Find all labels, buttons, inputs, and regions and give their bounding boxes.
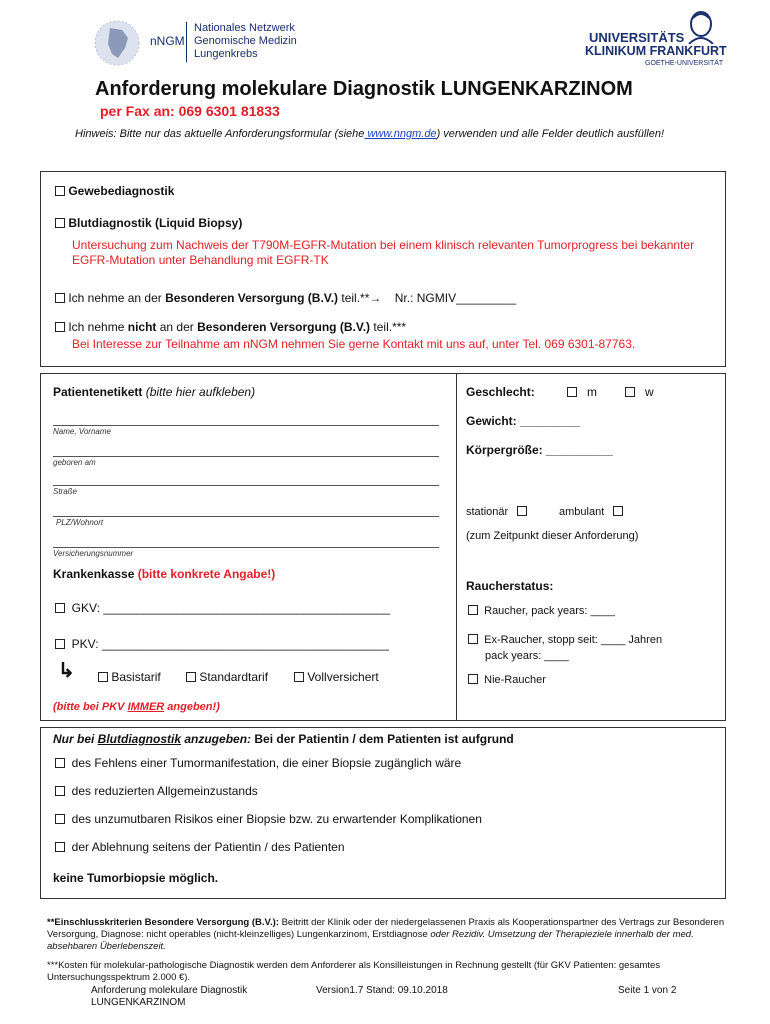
option-basistarif[interactable]	[98, 670, 161, 684]
blood-option-1[interactable]	[55, 756, 461, 770]
raucherstatus-label: Raucherstatus:	[466, 579, 554, 593]
option-blut[interactable]	[55, 216, 242, 230]
footnote-kosten: ***Kosten für molekular-pathologische Diagnostik werden dem Anforderer als Konsilleistungen in Rechnung gestellt (für GKV Patienten: gesamtes Untersuchungsspektrum 2.000 €).	[47, 960, 661, 983]
logo-ngm-line1: Nationales Netzwerk	[194, 22, 295, 34]
vollversichert-label: Vollversichert	[307, 670, 379, 684]
name-line[interactable]	[53, 425, 439, 426]
blood-option-2-label: des reduzierten Allgemeinzustands	[71, 784, 258, 798]
logo-ngm-short: nNGM	[150, 34, 185, 48]
bv-no-mid: an der	[159, 320, 194, 334]
standardtarif-label: Standardtarif	[199, 670, 269, 684]
city-caption: PLZ/Wohnort	[56, 518, 104, 527]
option-stationaer[interactable]	[466, 506, 527, 518]
bv-yes-checkbox[interactable]	[55, 293, 65, 303]
insurance-number-caption: Versicherungsnummer	[53, 549, 134, 558]
option-pkv[interactable]	[55, 637, 389, 651]
blood-heading-mid: anzugeben:	[181, 732, 252, 746]
blood-heading-post: Bei der Patientin / dem Patienten ist aufgrund	[251, 732, 514, 746]
geschlecht-label: Geschlecht:	[466, 385, 535, 399]
logo-uni-line1: UNIVERSITÄTS	[589, 30, 685, 45]
street-caption: Straße	[53, 487, 78, 496]
vollversichert-checkbox[interactable]	[294, 672, 304, 682]
pkv-note-bold: IMMER	[127, 701, 165, 713]
option-raucher[interactable]	[468, 605, 615, 617]
blood-heading-pre: Nur bei	[53, 732, 98, 746]
m-label: m	[587, 385, 598, 399]
option-nie-raucher[interactable]	[468, 674, 546, 686]
blood-option-1-label: des Fehlens einer Tumormanifestation, die einer Biopsie zugänglich wäre	[71, 756, 462, 770]
blood-heading	[53, 732, 514, 746]
nie-raucher-checkbox[interactable]	[468, 674, 478, 684]
w-label: w	[645, 385, 654, 399]
option-gewebe[interactable]	[55, 184, 174, 198]
basistarif-label: Basistarif	[111, 670, 161, 684]
pkv-note	[53, 701, 220, 713]
arrow-down-right-icon: ↳	[58, 660, 75, 682]
nngm-logo	[88, 18, 328, 68]
blut-note: Untersuchung zum Nachweis der T790M-EGFR-Mutation bei einem klinisch relevanten Tumorprogress bei bekannter EGFR-Mutation unter Behandlung mit EGFR-TK	[72, 238, 695, 267]
patient-label-bold: Patientenetikett	[53, 385, 143, 399]
pkv-note-pre: (bitte bei PKV	[53, 701, 128, 713]
bv-contact-note: Bei Interesse zur Teilnahme am nNGM nehmen Sie gerne Kontakt mit uns auf, unter Tel. 069 6301-87763.	[72, 337, 636, 351]
gewebe-checkbox[interactable]	[55, 186, 65, 196]
nie-raucher-label: Nie-Raucher	[484, 674, 546, 686]
name-caption: Name, Vorname	[53, 427, 111, 436]
bv-yes-post: teil.**	[341, 291, 370, 305]
gewebe-label: Gewebediagnostik	[68, 184, 175, 198]
hint-pre: Hinweis: Bitte nur das aktuelle Anforderungsformular (siehe	[75, 128, 365, 140]
groesse-field[interactable]: Körpergröße: __________	[466, 443, 613, 457]
option-bv-yes[interactable]	[55, 291, 516, 305]
m-checkbox[interactable]	[567, 387, 577, 397]
pkv-checkbox[interactable]	[55, 639, 65, 649]
blood-option-3[interactable]	[55, 812, 482, 826]
hint-text	[75, 127, 715, 141]
blood-option-1-checkbox[interactable]	[55, 758, 65, 768]
raucher-checkbox[interactable]	[468, 605, 478, 615]
logo-divider	[186, 22, 187, 62]
option-standardtarif[interactable]	[186, 670, 268, 684]
logo-ngm-line3: Lungenkrebs	[194, 48, 258, 60]
logo-uni-line3: GOETHE-UNIVERSITÄT	[645, 60, 724, 67]
footer-version: Version1.7 Stand: 09.10.2018	[316, 985, 448, 996]
birth-line[interactable]	[53, 456, 439, 457]
kasse-bold: Krankenkasse	[53, 567, 135, 581]
w-checkbox[interactable]	[625, 387, 635, 397]
ambulant-checkbox[interactable]	[613, 506, 623, 516]
footnote-bv-bold: **Einschlusskriterien Besondere Versorgung (B.V.):	[47, 917, 279, 928]
ex-raucher-label[interactable]: Ex-Raucher, stopp seit: ____ Jahren	[484, 634, 663, 646]
patient-label	[53, 385, 255, 399]
option-ex-raucher[interactable]	[468, 634, 662, 646]
blood-option-3-checkbox[interactable]	[55, 814, 65, 824]
blut-label: Blutdiagnostik (Liquid Biopsy)	[68, 216, 243, 230]
bv-no-post: teil.***	[373, 320, 407, 334]
stationaer-label: stationär	[466, 506, 509, 518]
kasse-heading	[53, 567, 275, 581]
blood-option-3-label: des unzumutbaren Risikos einer Biopsie bzw. zu erwartender Komplikationen	[71, 812, 482, 826]
arrow-right-icon: →	[369, 291, 382, 305]
raucher-label[interactable]: Raucher, pack years: ____	[484, 605, 615, 617]
street-line[interactable]	[53, 485, 439, 486]
patient-divider	[456, 373, 457, 721]
footnote-bv	[47, 917, 727, 953]
blut-checkbox[interactable]	[55, 218, 65, 228]
nngm-link[interactable]: www.nngm.de	[364, 128, 437, 140]
gkv-checkbox[interactable]	[55, 603, 65, 613]
pkv-field[interactable]: PKV: ___________________________________________	[71, 637, 389, 651]
blood-option-2[interactable]	[55, 784, 258, 798]
option-bv-no[interactable]	[55, 320, 406, 334]
ambulant-label: ambulant	[559, 506, 605, 518]
bv-no-bold2: Besonderen Versorgung (B.V.)	[197, 320, 371, 334]
bv-yes-bold: Besonderen Versorgung (B.V.)	[165, 291, 339, 305]
option-ambulant[interactable]	[559, 506, 623, 518]
blood-option-4-label: der Ablehnung seitens der Patientin / des Patienten	[71, 840, 345, 854]
blood-option-2-checkbox[interactable]	[55, 786, 65, 796]
bv-no-bold1: nicht	[127, 320, 157, 334]
basistarif-checkbox[interactable]	[98, 672, 108, 682]
standardtarif-checkbox[interactable]	[186, 672, 196, 682]
gkv-field[interactable]: GKV: ___________________________________________	[71, 601, 391, 615]
hint-post: ) verwenden und alle Felder deutlich ausfüllen!	[436, 128, 665, 140]
blood-option-4[interactable]	[55, 840, 345, 854]
bv-nr-field[interactable]: Nr.: NGMIV_________	[394, 291, 517, 305]
ex-raucher-checkbox[interactable]	[468, 634, 478, 644]
pkv-note-post: angeben!)	[164, 701, 220, 713]
footnote-bv-text: Beitritt der Klinik oder der niedergelassenen Praxis als Kooperationspartner des Vertrags zur Besonderen Versorgung, Diagnose: nicht operables (nicht-kleinzelliges) Lungenkarzinom, Erstdiagnose	[47, 917, 725, 940]
birth-caption: geboren am	[53, 458, 96, 467]
logo-uni-line2: KLINIKUM FRANKFURT	[585, 44, 727, 58]
patient-label-italic: (bitte hier aufkleben)	[145, 385, 256, 399]
footer-left-line2: LUNGENKARZINOM	[91, 997, 186, 1008]
uniklinik-logo	[585, 8, 725, 68]
option-vollversichert[interactable]	[294, 670, 379, 684]
ex-raucher-packyears[interactable]: pack years: ____	[485, 650, 569, 662]
gewicht-field[interactable]: Gewicht: _________	[466, 414, 581, 428]
bv-no-checkbox[interactable]	[55, 322, 65, 332]
bv-no-pre: Ich nehme	[68, 320, 125, 334]
bv-yes-pre: Ich nehme an der	[68, 291, 162, 305]
footer-page: Seite 1 von 2	[618, 985, 677, 996]
option-w[interactable]	[625, 385, 654, 399]
page-title: Anforderung molekulare Diagnostik LUNGENKARZINOM	[95, 78, 633, 100]
blood-heading-u: Blutdiagnostik	[97, 732, 182, 746]
footer-left-line1: Anforderung molekulare Diagnostik	[91, 985, 248, 996]
footnote-bv-italic: oder Rezidiv. Umsetzung der Therapieziele innerhalb der med. absehbaren Überlebenszeit.	[47, 929, 694, 952]
insurance-number-line[interactable]	[53, 547, 439, 548]
blood-option-4-checkbox[interactable]	[55, 842, 65, 852]
blood-conclusion: keine Tumorbiopsie möglich.	[53, 871, 219, 885]
kasse-red: (bitte konkrete Angabe!)	[137, 567, 276, 581]
logo-ngm-line2: Genomische Medizin	[194, 35, 297, 47]
option-gkv[interactable]	[55, 601, 390, 615]
stationaer-checkbox[interactable]	[517, 506, 527, 516]
goethe-portrait-icon	[683, 8, 719, 44]
option-m[interactable]	[567, 385, 597, 399]
footer-left	[91, 985, 247, 1009]
zeitpunkt-note: (zum Zeitpunkt dieser Anforderung)	[466, 530, 639, 542]
city-line[interactable]	[53, 516, 439, 517]
globe-icon	[88, 18, 146, 68]
fax-number: per Fax an: 069 6301 81833	[100, 103, 280, 119]
